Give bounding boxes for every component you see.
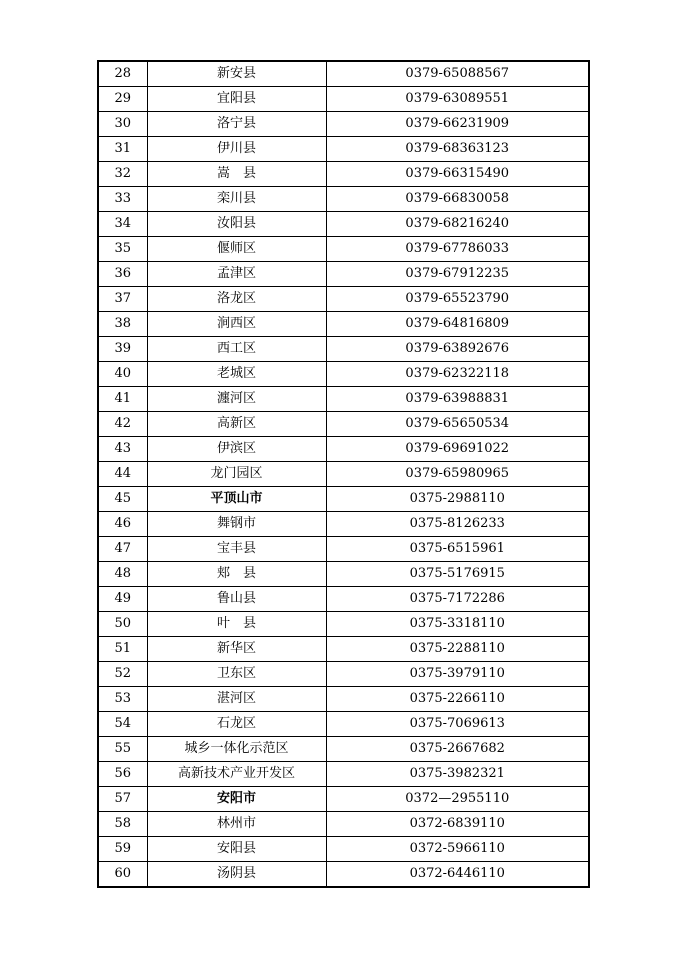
row-number-cell: 37: [98, 287, 147, 312]
phone-number-cell: 0372-5966110: [326, 837, 589, 862]
phone-number-cell: 0379-66315490: [326, 162, 589, 187]
table-row: [98, 612, 589, 637]
region-name-cell: 汝阳县: [147, 212, 326, 237]
row-number-cell: 35: [98, 237, 147, 262]
table-row: [98, 637, 589, 662]
region-name-cell: 栾川县: [147, 187, 326, 212]
row-number-cell: 49: [98, 587, 147, 612]
phone-number-cell: 0379-68216240: [326, 212, 589, 237]
table-row: [98, 712, 589, 737]
region-name-cell: 新华区: [147, 637, 326, 662]
table-row: [98, 587, 589, 612]
region-name-cell: 石龙区: [147, 712, 326, 737]
phone-number-cell: 0379-66830058: [326, 187, 589, 212]
table-row: [98, 162, 589, 187]
phone-number-cell: 0372-6446110: [326, 862, 589, 888]
region-name-cell: 宝丰县: [147, 537, 326, 562]
table-row: [98, 137, 589, 162]
phone-number-cell: 0379-65650534: [326, 412, 589, 437]
phone-number-cell: 0372-6839110: [326, 812, 589, 837]
phone-number-cell: 0375-2288110: [326, 637, 589, 662]
phone-number-cell: 0375-3318110: [326, 612, 589, 637]
table-row: [98, 662, 589, 687]
table-row: [98, 512, 589, 537]
row-number-cell: 58: [98, 812, 147, 837]
table-row: [98, 762, 589, 787]
region-name-cell: 叶 县: [147, 612, 326, 637]
region-name-cell: 高新技术产业开发区: [147, 762, 326, 787]
region-name-cell: 平顶山市: [147, 487, 326, 512]
region-name-cell: 卫东区: [147, 662, 326, 687]
row-number-cell: 34: [98, 212, 147, 237]
phone-number-cell: 0375-7069613: [326, 712, 589, 737]
row-number-cell: 29: [98, 87, 147, 112]
table-row: [98, 362, 589, 387]
phone-number-cell: 0379-69691022: [326, 437, 589, 462]
row-number-cell: 59: [98, 837, 147, 862]
row-number-cell: 60: [98, 862, 147, 888]
table-row: [98, 787, 589, 812]
phone-number-cell: 0375-2667682: [326, 737, 589, 762]
region-name-cell: 安阳市: [147, 787, 326, 812]
region-name-cell: 高新区: [147, 412, 326, 437]
phone-number-cell: 0375-6515961: [326, 537, 589, 562]
region-name-cell: 湛河区: [147, 687, 326, 712]
row-number-cell: 55: [98, 737, 147, 762]
table-row: [98, 287, 589, 312]
phone-number-cell: 0375-3982321: [326, 762, 589, 787]
row-number-cell: 41: [98, 387, 147, 412]
phone-number-cell: 0375-2266110: [326, 687, 589, 712]
phone-number-cell: 0379-65088567: [326, 61, 589, 87]
region-name-cell: 龙门园区: [147, 462, 326, 487]
row-number-cell: 36: [98, 262, 147, 287]
region-name-cell: 洛龙区: [147, 287, 326, 312]
table-row: [98, 312, 589, 337]
table-body: [98, 61, 589, 887]
region-name-cell: 鲁山县: [147, 587, 326, 612]
table-row: [98, 262, 589, 287]
region-name-cell: 西工区: [147, 337, 326, 362]
region-name-cell: 林州市: [147, 812, 326, 837]
row-number-cell: 51: [98, 637, 147, 662]
table-row: [98, 562, 589, 587]
region-name-cell: 偃师区: [147, 237, 326, 262]
row-number-cell: 56: [98, 762, 147, 787]
row-number-cell: 33: [98, 187, 147, 212]
region-name-cell: 老城区: [147, 362, 326, 387]
region-name-cell: 洛宁县: [147, 112, 326, 137]
phone-number-cell: 0379-67912235: [326, 262, 589, 287]
table-row: [98, 412, 589, 437]
table-row: [98, 387, 589, 412]
region-name-cell: 涧西区: [147, 312, 326, 337]
row-number-cell: 48: [98, 562, 147, 587]
phone-number-cell: 0375-5176915: [326, 562, 589, 587]
phone-number-cell: 0379-66231909: [326, 112, 589, 137]
table-row: [98, 237, 589, 262]
table-row: [98, 212, 589, 237]
row-number-cell: 40: [98, 362, 147, 387]
phone-number-cell: 0379-67786033: [326, 237, 589, 262]
row-number-cell: 52: [98, 662, 147, 687]
phone-number-cell: 0379-68363123: [326, 137, 589, 162]
table-row: [98, 687, 589, 712]
row-number-cell: 31: [98, 137, 147, 162]
region-name-cell: 伊滨区: [147, 437, 326, 462]
phone-number-cell: 0379-63089551: [326, 87, 589, 112]
phone-number-cell: 0379-64816809: [326, 312, 589, 337]
region-name-cell: 安阳县: [147, 837, 326, 862]
phone-number-cell: 0379-62322118: [326, 362, 589, 387]
table-row: [98, 487, 589, 512]
phone-number-cell: 0379-65523790: [326, 287, 589, 312]
table-row: [98, 61, 589, 87]
region-name-cell: 嵩 县: [147, 162, 326, 187]
table-row: [98, 537, 589, 562]
table-row: [98, 462, 589, 487]
row-number-cell: 28: [98, 61, 147, 87]
table-row: [98, 112, 589, 137]
table-row: [98, 87, 589, 112]
row-number-cell: 50: [98, 612, 147, 637]
table-row: [98, 862, 589, 888]
phone-number-cell: 0379-63988831: [326, 387, 589, 412]
region-name-cell: 瀍河区: [147, 387, 326, 412]
region-name-cell: 城乡一体化示范区: [147, 737, 326, 762]
row-number-cell: 47: [98, 537, 147, 562]
phone-number-cell: 0375-8126233: [326, 512, 589, 537]
row-number-cell: 44: [98, 462, 147, 487]
row-number-cell: 30: [98, 112, 147, 137]
region-name-cell: 舞钢市: [147, 512, 326, 537]
region-name-cell: 孟津区: [147, 262, 326, 287]
region-name-cell: 伊川县: [147, 137, 326, 162]
row-number-cell: 32: [98, 162, 147, 187]
row-number-cell: 46: [98, 512, 147, 537]
region-name-cell: 郏 县: [147, 562, 326, 587]
table-row: [98, 187, 589, 212]
region-name-cell: 新安县: [147, 61, 326, 87]
row-number-cell: 43: [98, 437, 147, 462]
table-row: [98, 737, 589, 762]
phone-number-cell: 0375-2988110: [326, 487, 589, 512]
row-number-cell: 38: [98, 312, 147, 337]
table-row: [98, 437, 589, 462]
row-number-cell: 39: [98, 337, 147, 362]
row-number-cell: 45: [98, 487, 147, 512]
phone-number-cell: 0379-65980965: [326, 462, 589, 487]
row-number-cell: 42: [98, 412, 147, 437]
row-number-cell: 53: [98, 687, 147, 712]
row-number-cell: 57: [98, 787, 147, 812]
phone-number-cell: 0372—2955110: [326, 787, 589, 812]
table-row: [98, 812, 589, 837]
phone-number-cell: 0379-63892676: [326, 337, 589, 362]
phone-number-cell: 0375-3979110: [326, 662, 589, 687]
table-row: [98, 337, 589, 362]
row-number-cell: 54: [98, 712, 147, 737]
region-name-cell: 宜阳县: [147, 87, 326, 112]
region-name-cell: 汤阴县: [147, 862, 326, 888]
table-row: [98, 837, 589, 862]
phone-directory-table: [97, 60, 590, 888]
phone-number-cell: 0375-7172286: [326, 587, 589, 612]
